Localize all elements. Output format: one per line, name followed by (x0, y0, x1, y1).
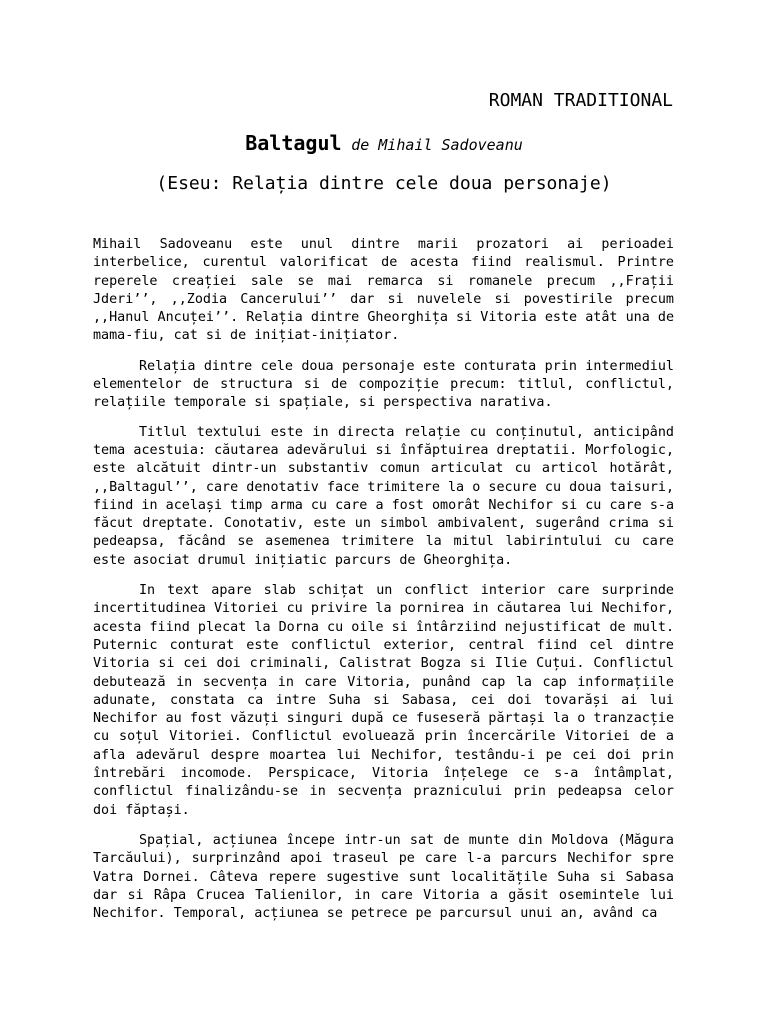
document-header: ROMAN TRADITIONAL (488, 90, 673, 111)
document-subtitle: (Eseu: Relația dintre cele doua personaje) (156, 173, 612, 194)
document-author: de Mihail Sadoveanu (351, 136, 523, 154)
document-title: Baltagul (245, 131, 342, 155)
paragraph-structure: Relația dintre cele doua personaje este conturata prin intermediul elementelor de structura si de compoziție precum: titlul, conflictul, relațiile temporale si spațiale, si perspectiva narativa. (93, 358, 674, 411)
paragraph-title: Titlul textului este in directa relație cu conținutul, anticipând tema acestuia: căutarea adevărului si înfăptuirea dreptatii. Morfologic, este alcătuit dintr-un substantiv comun articulat cu articol hotărât, ,,Baltagul’’, care denotativ face trimitere la o secure cu doua taisuri, fiind in același timp arma cu care a fost omorât Nechifor si cu care s-a făcut dreptate. Conotativ, este un simbol ambivalent, sugerând crima si pedeapsa, făcând se asemenea trimitere la mitul labirintului cu care este asociat drumul inițiatic parcurs de Gheorghița. (93, 424, 674, 568)
paragraph-space-time: Spațial, acțiunea începe intr-un sat de munte din Moldova (Măgura Tarcăului), surprinzând apoi traseul pe care l-a parcurs Nechifor spre Vatra Dornei. Câteva repere sugestive sunt localitățile Suha si Sabasa dar si Râpa Crucea Talienilor, in care Vitoria a găsit osemintele lui Nechifor. Temporal, acțiunea se petrece pe parcursul unui an, având ca (93, 832, 674, 922)
title-line (0, 129, 768, 159)
paragraph-conflict: In text apare slab schițat un conflict interior care surprinde incertitudinea Vitoriei cu privire la pornirea in căutarea lui Nechifor, acesta fiind plecat la Dorna cu oile si întârziind nejustificat de mult. Puternic conturat este conflictul exterior, central fiind cel dintre Vitoria si cei doi criminali, Calistrat Bogza si Ilie Cuțui. Conflictul debutează in secvența in care Vitoria, punând cap la cap informațiile adunate, constata ca intre Suha si Sabasa, cei doi tovarăși ai lui Nechifor au fost văzuți singuri după ce fuseseră părtași la o tranzacție cu soțul Vitoriei. Conflictul evoluează prin încercările Vitoriei de a afla adevărul despre moartea lui Nechifor, testându-i pe cei doi prin întrebări incomode. Perspicace, Vitoria înțelege ce s-a întâmplat, conflictul finalizându-se in secvența praznicului prin pedeapsa celor doi făptași. (93, 583, 674, 818)
paragraph-intro: Mihail Sadoveanu este unul dintre marii prozatori ai perioadei interbelice, curentul valorificat de acesta fiind realismul. Printre reperele creației sale se mai remarca si romanele precum ,,Frații Jderi’’, ,,Zodia Cancerului’’ dar si nuvelele si povestirile precum ,,Hanul Ancuței’’. Relația dintre Gheorghița si Vitoria este atât una de mama-fiu, cat si de inițiat-inițiator. (93, 237, 674, 344)
document-body (93, 236, 674, 935)
